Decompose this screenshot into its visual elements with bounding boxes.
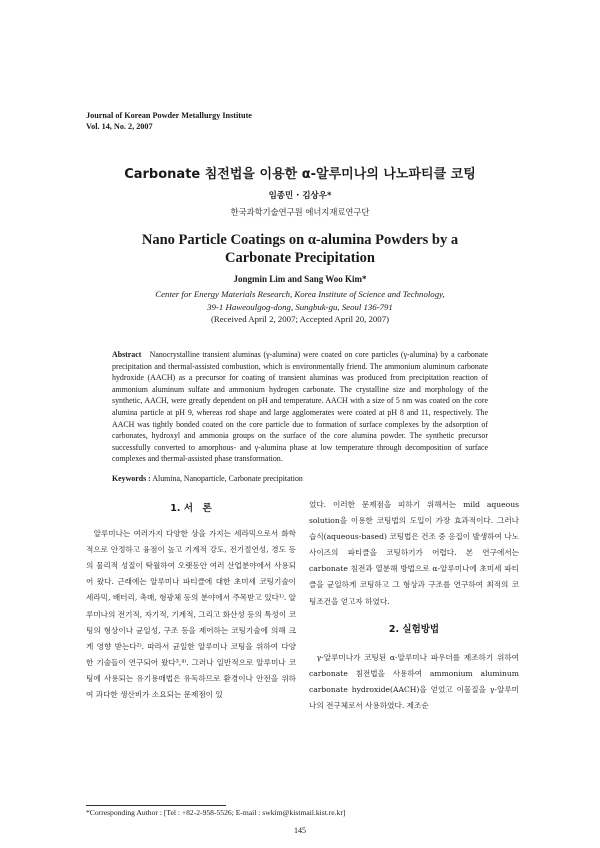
keywords-text: Alumina, Nanoparticle, Carbonate precipitation	[152, 474, 303, 483]
keywords-label: Keywords :	[112, 474, 151, 483]
right-column-paragraph: 었다. 이러한 문제점을 피하기 위해서는 mild aqueous solution을 이용한 코팅법의 도입이 가장 효과적이다. 그러나 습식(aqueous-based) 코팅법은 건조 중 응집이 발생하여 나노사이즈의 파티클을 코팅하기가 어렵다. 본 연구에서는 carbonate 침전과 열분해 방법으로 α-알루미나에 초미세 파티클을 균일하게 코팅하고 그 형상과 구조를 연구하여 최적의 코팅조건을 얻고자 하였다.	[309, 500, 519, 606]
english-authors: Jongmin Lim and Sang Woo Kim*	[233, 274, 367, 284]
abstract-label: Abstract	[112, 350, 142, 359]
keywords	[112, 474, 303, 483]
english-affiliation-line2: 39-1 Haweoulgog-dong, Sungbuk-gu, Seoul 136-791	[207, 301, 393, 312]
section-2-heading: 2. 실험방법	[388, 623, 440, 635]
english-affiliation	[0, 288, 600, 313]
english-title-line1: Nano Particle Coatings on α-alumina Powders by a	[141, 232, 459, 248]
korean-authors: 임종민 · 김상우*	[268, 191, 332, 201]
journal-volume: Vol. 14, No. 2, 2007	[86, 121, 153, 131]
corresponding-author-footnote: *Corresponding Author : [Tel : +82-2-958-5526; E-mail : swkim@kistmail.kist.re.kr]	[86, 808, 346, 817]
footnote-divider	[86, 805, 226, 806]
section-1-heading: 1. 서 론	[170, 503, 212, 514]
section-2-paragraph: γ-알루미나가 코팅된 α-알루미나 파우더를 제조하기 위하여 carbonate 침전법을 사용하여 ammonium aluminum carbonate hydroxide(AACH)을 얻었고 이물질을 γ-알루미나의 전구체로서 사용하였다. 제조순	[309, 652, 519, 711]
journal-name: Journal of Korean Powder Metallurgy Institute	[86, 111, 252, 120]
journal-header	[86, 111, 252, 132]
abstract-text: Nanocrystalline transient aluminas (γ-alumina) were coated on core particles (γ-alumina) by a carbonate precipitation and thermal-assisted combustion, which is environmentally friend. The ammonium aluminum carbonate hydroxide (AACH) as a precursor for coating of transient aluminas was produced from precipitation reaction of ammonium aluminum sulfate and ammonium hydrogen carbonate. The crystalline size and morphology of the synthetic, AACH, were greatly dependent on pH and temperature. AACH with a size of 5 nm was coated on the core alumina particle at pH 9, whereas rod shape and large agglomerates were coated at pH 8 and 11, respectively. The AACH was tightly bonded coated on the core particle due to formation of surface complexes by the adsorption of carbonates, hydroxyl and ammonia groups on the surface of the core alumina powder. The synthetic precursor successfully converted to amorphous- and γ-alumina phase at low temperature through decomposition of surface complexes and thermal-assisted phase transformation.	[112, 350, 488, 464]
english-title	[0, 231, 600, 267]
korean-title: Carbonate 침전법을 이용한 α-알루미나의 나노파티클 코팅	[124, 167, 476, 182]
left-column	[86, 498, 296, 703]
english-affiliation-line1: Center for Energy Materials Research, Korea Institute of Science and Technology,	[155, 289, 445, 299]
section-1-paragraph: 알루미나는 여러가지 다양한 상을 가지는 세라믹으로서 화학적으로 안정하고 융점이 높고 기계적 강도, 전기절연성, 경도 등의 물리적 성질이 탁월하여 오랫동안 여러 산업분야에서 사용되어 왔다. 근래에는 알루미나 파티클에 대한 초미세 코팅기술이 세라믹, 배터리, 촉매, 형광체 등의 분야에서 주목받고 있다¹⁾. 알루미나의 전기적, 자기적, 기계적, 그리고 화산성 등의 특성이 코팅의 형상이나 균일성, 구조 등을 제어하는 코팅기술에 의해 크게 영향 받는다²⁾. 따라서 균일한 알루미나 코팅을 위하여 다양한 기술들이 연구되어 왔다³,⁴⁾. 그러나 일반적으로 알루미나 코팅에 사용되는 유기용매법은 유독하므로 환경이나 안전을 위하여 과다한 생산비가 소요되는 문제점이 있	[86, 529, 296, 700]
right-column	[309, 497, 519, 714]
page-number: 145	[294, 826, 306, 835]
received-dates: (Received April 2, 2007; Accepted April 20, 2007)	[210, 314, 390, 324]
korean-affiliation: 한국과학기술연구원 에너지재료연구단	[230, 207, 370, 217]
english-title-line2: Carbonate Precipitation	[225, 250, 375, 266]
abstract	[112, 349, 488, 465]
